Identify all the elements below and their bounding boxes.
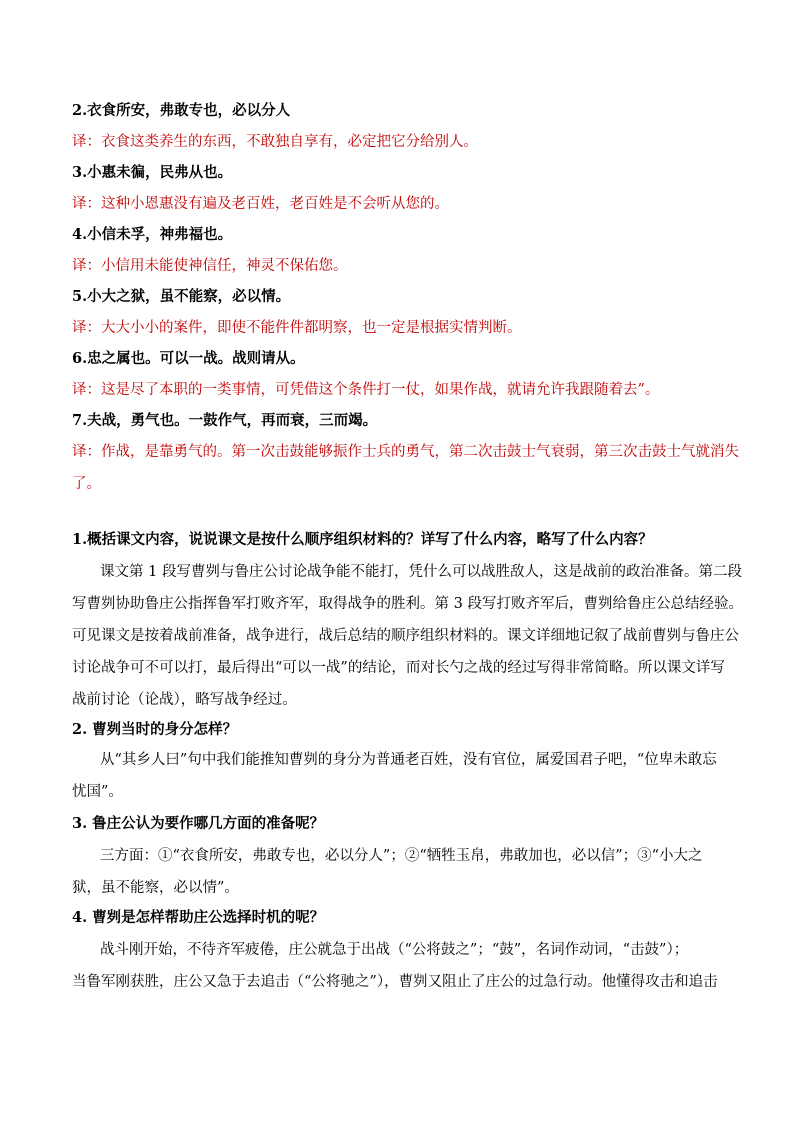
- sentence-5: 5.小大之狱，虽不能察，必以情。: [72, 288, 291, 305]
- answer-1-line: 课文第 1 段写曹刿与鲁庄公讨论战争能不能打，凭什么可以战胜敌人，这是战前的政治准备。第二段: [100, 564, 742, 580]
- answer-4-line: 当鲁军刚获胜，庄公又急于去追击（“公将驰之”），曹刿又阻止了庄公的过急行动。他懂得攻击和追击: [72, 974, 718, 990]
- question-3: 3. 鲁庄公认为要作哪几方面的准备呢？: [72, 815, 325, 832]
- translation-7-line2: 了。: [72, 476, 101, 492]
- answer-2-line: 从“其乡人曰”句中我们能推知曹刿的身分为普通老百姓，没有官位，属爱国君子吧，“位卑未敢忘: [100, 752, 717, 768]
- sentence-3: 3.小惠未徧，民弗从也。: [72, 164, 233, 181]
- answer-2-line: 忧国”。: [72, 784, 123, 800]
- answer-1-line: 战前讨论（论战），略写战争经过。: [72, 692, 297, 708]
- translation-3: 译：这种小恩惠没有遍及老百姓，老百姓是不会听从您的。: [72, 196, 449, 212]
- translation-5: 译：大大小小的案件，即使不能件件都明察，也一定是根据实情判断。: [72, 320, 522, 336]
- translation-6: 译：这是尽了本职的一类事情，可凭借这个条件打一仗，如果作战，就请允许我跟随着去”。: [72, 382, 660, 398]
- answer-4-line: 战斗刚开始，不待齐军疲倦，庄公就急于出战（“公将鼓之”；“鼓”，名词作动词，“击鼓”）；: [100, 942, 689, 958]
- translation-2: 译：衣食这类养生的东西，不敢独自享有，必定把它分给别人。: [72, 134, 478, 150]
- answer-1-line: 讨论战争可不可以打，最后得出“可以一战”的结论，而对长勺之战的经过写得非常简略。所以课文详写: [72, 660, 725, 676]
- sentence-2: 2.衣食所安，弗敢专也，必以分人: [72, 102, 291, 119]
- question-2: 2. 曹刿当时的身分怎样？: [72, 721, 238, 738]
- answer-3-line: 三方面：①“衣食所安，弗敢专也，必以分人”；②“牺牲玉帛，弗敢加也，必以信”；③“小大之: [100, 848, 703, 864]
- sentence-6: 6.忠之属也。可以一战。战则请从。: [72, 350, 305, 367]
- answer-1-line: 可见课文是按着战前准备，战争进行，战后总结的顺序组织材料的。课文详细地记叙了战前曹刿与鲁庄公: [72, 628, 739, 644]
- answer-1-line: 写曹刿协助鲁庄公指挥鲁军打败齐军，取得战争的胜利。第 3 段写打败齐军后，曹刿给鲁庄公总结经验。: [72, 596, 743, 612]
- sentence-4: 4.小信未孚，神弗福也。: [72, 226, 233, 243]
- question-4: 4. 曹刿是怎样帮助庄公选择时机的呢？: [72, 909, 325, 926]
- sentence-7: 7.夫战，勇气也。一鼓作气，再而衰，三而竭。: [72, 412, 378, 429]
- answer-3-line: 狱，虽不能察，必以情”。: [72, 880, 239, 896]
- translation-7-line1: 译：作战，是靠勇气的。第一次击鼓能够振作士兵的勇气，第二次击鼓士气衰弱，第三次击鼓士气就消失: [72, 444, 739, 460]
- question-1: 1.概括课文内容，说说课文是按什么顺序组织材料的？详写了什么内容，略写了什么内容？: [72, 531, 653, 548]
- translation-4: 译：小信用未能使神信任，神灵不保佑您。: [72, 258, 348, 274]
